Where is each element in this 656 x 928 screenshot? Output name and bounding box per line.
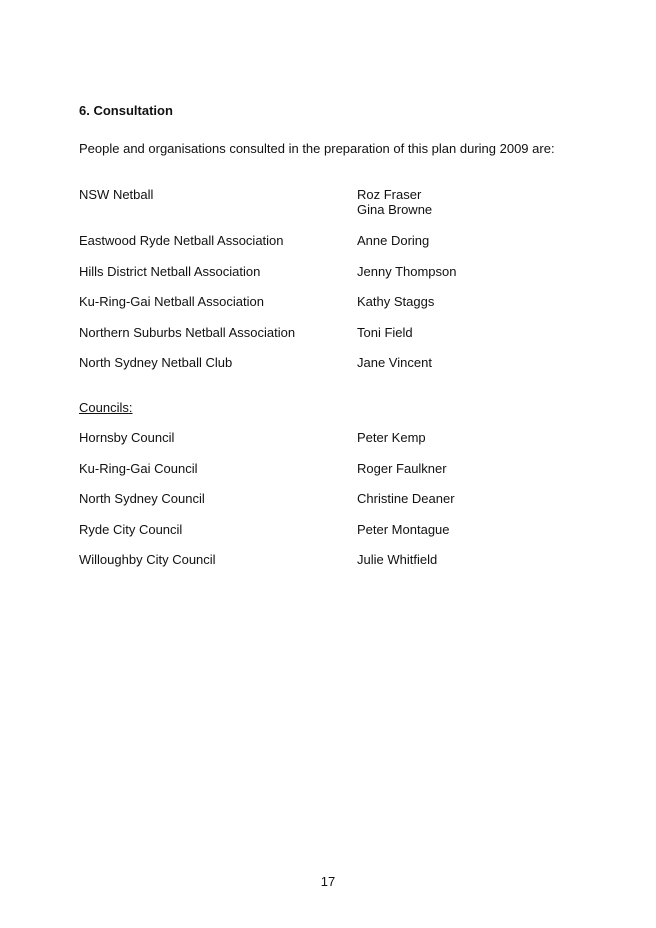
council-name: Willoughby City Council [79,552,216,567]
council-name: North Sydney Council [79,491,205,506]
council-name: Ku-Ring-Gai Council [79,460,198,476]
councils-heading-text: Councils [79,400,129,415]
contact-name: Jane Vincent [357,355,432,370]
list-item [79,325,599,356]
organisation-name: Hills District Netball Association [79,263,261,279]
list-item [79,233,599,264]
organisation-name: NSW Netball [79,187,154,202]
list-item [79,522,599,553]
organisation-name: Ku-Ring-Gai Netball Association [79,294,264,309]
list-item [79,187,599,233]
contact-name: Christine Deaner [357,491,455,506]
list-item [79,430,599,461]
contact-name: Peter Montague [357,521,450,537]
section-title: 6. Consultation [79,103,173,118]
list-item [79,294,599,325]
councils-heading-colon: : [128,400,133,415]
contact-name: Jenny Thompson [357,263,457,279]
contact-name: Julie Whitfield [357,552,438,567]
page-number: 17 [320,874,336,889]
contact-name: Peter Kemp [357,430,426,445]
organisation-name: Eastwood Ryde Netball Association [79,233,284,248]
contact-name: Toni Field [357,324,413,340]
organisation-name: North Sydney Netball Club [79,355,233,370]
list-item [79,264,599,295]
contact-name: Roger Faulkner [357,460,447,476]
intro-paragraph: People and organisations consulted in the preparation of this plan during 2009 are: [79,141,555,156]
list-item [79,491,599,522]
contact-name: Roz Fraser Gina Browne [357,187,433,217]
contact-name: Kathy Staggs [357,294,435,309]
council-name: Hornsby Council [79,430,175,445]
list-item [79,461,599,492]
organisations-list [79,187,599,386]
contact-name: Anne Doring [357,233,430,248]
council-name: Ryde City Council [79,521,183,537]
list-item [79,552,599,583]
councils-list [79,430,599,583]
organisation-name: Northern Suburbs Netball Association [79,324,296,340]
list-item [79,355,599,386]
councils-heading [79,400,132,415]
